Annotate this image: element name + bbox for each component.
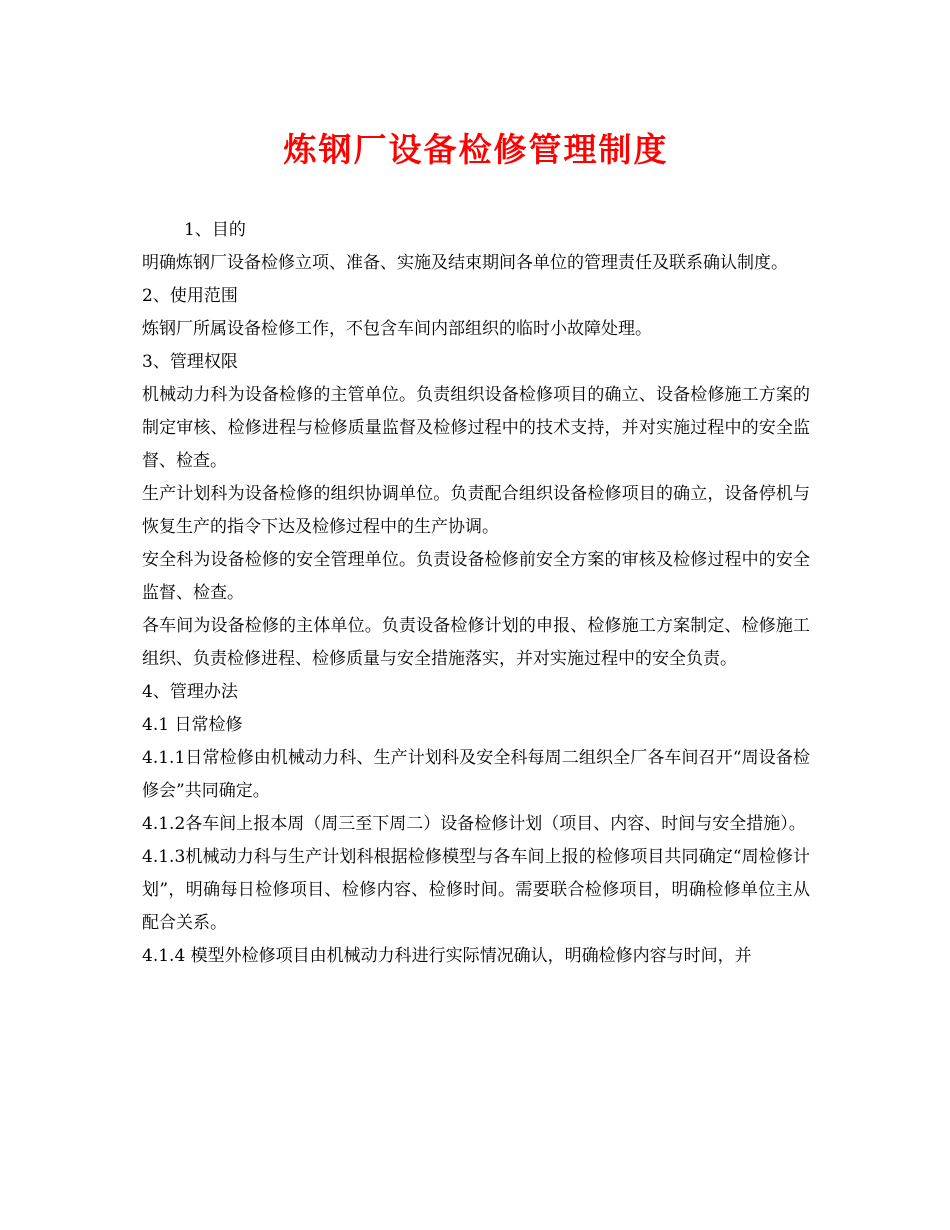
section-heading: 4、管理办法 bbox=[142, 682, 238, 702]
paragraph: 4.1.1日常检修由机械动力科、生产计划科及安全科每周二组织全厂各车间召开“周设备检修会”共同确定。 bbox=[142, 748, 810, 801]
paragraph: 明确炼钢厂设备检修立项、准备、实施及结束期间各单位的管理责任及联系确认制度。 bbox=[142, 253, 788, 273]
paragraph: 机械动力科为设备检修的主管单位。负责组织设备检修项目的确立、设备检修施工方案的制定审核、检修进程与检修质量监督及检修过程中的技术支持，并对实施过程中的安全监督、检查。 bbox=[142, 385, 810, 471]
section-heading: 2、使用范围 bbox=[142, 286, 238, 306]
document-body bbox=[142, 214, 810, 973]
document-title: 炼钢厂设备检修管理制度 bbox=[283, 130, 669, 169]
subsection-heading: 4.1 日常检修 bbox=[142, 715, 243, 735]
paragraph: 炼钢厂所属设备检修工作，不包含车间内部组织的临时小故障处理。 bbox=[142, 319, 652, 339]
paragraph: 各车间为设备检修的主体单位。负责设备检修计划的申报、检修施工方案制定、检修施工组织、负责检修进程、检修质量与安全措施落实，并对实施过程中的安全负责。 bbox=[142, 616, 810, 669]
paragraph: 4.1.3机械动力科与生产计划科根据检修模型与各车间上报的检修项目共同确定“周检修计划”，明确每日检修项目、检修内容、检修时间。需要联合检修项目，明确检修单位主从配合关系。 bbox=[142, 847, 810, 933]
paragraph: 安全科为设备检修的安全管理单位。负责设备检修前安全方案的审核及检修过程中的安全监督、检查。 bbox=[142, 550, 810, 603]
paragraph: 4.1.4 模型外检修项目由机械动力科进行实际情况确认，明确检修内容与时间，并 bbox=[142, 946, 752, 966]
section-heading: 3、管理权限 bbox=[142, 352, 238, 372]
section-heading: 1、目的 bbox=[184, 220, 246, 240]
paragraph: 4.1.2各车间上报本周（周三至下周二）设备检修计划（项目、内容、时间与安全措施）。 bbox=[142, 814, 806, 834]
paragraph: 生产计划科为设备检修的组织协调单位。负责配合组织设备检修项目的确立，设备停机与恢复生产的指令下达及检修过程中的生产协调。 bbox=[142, 484, 810, 537]
